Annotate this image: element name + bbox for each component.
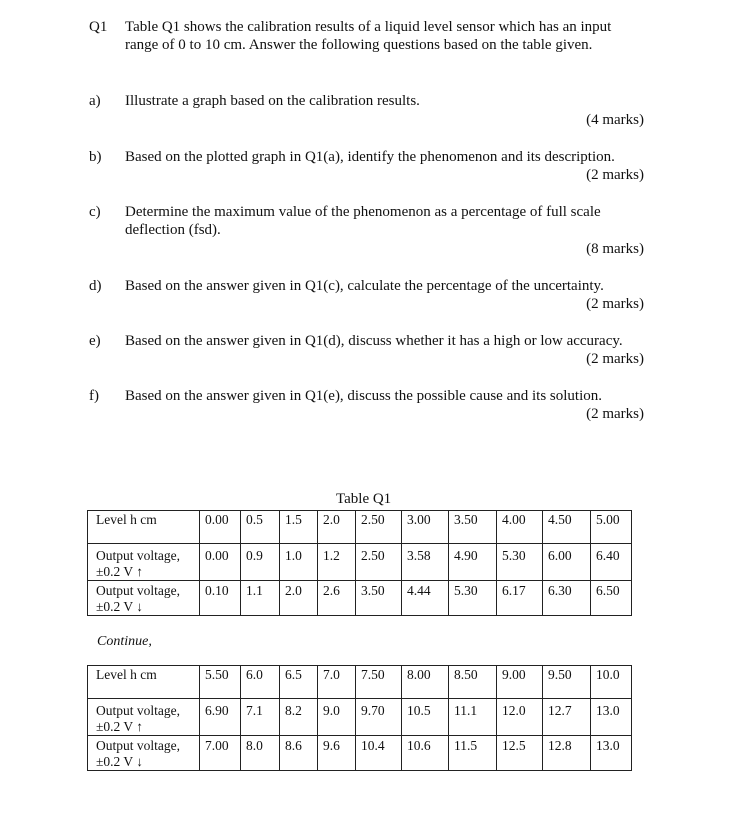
table-cell: 11.1 — [449, 699, 497, 736]
table-cell: 5.00 — [591, 511, 632, 544]
table-cell: 0.00 — [200, 544, 241, 581]
table-cell: 5.30 — [449, 581, 497, 616]
table-cell: 6.17 — [497, 581, 543, 616]
table-cell: 6.00 — [543, 544, 591, 581]
table-cell: 5.30 — [497, 544, 543, 581]
table-cell: 13.0 — [591, 736, 632, 771]
part-b-label: b) — [89, 149, 102, 165]
table-cell: 5.50 — [200, 666, 241, 699]
row-label-output-down — [88, 736, 200, 771]
table-cell: 10.4 — [356, 736, 402, 771]
part-e-label: e) — [89, 333, 101, 349]
table-cell: 9.0 — [318, 699, 356, 736]
part-f-text: Based on the answer given in Q1(e), discuss the possible cause and its solution. — [125, 388, 602, 404]
part-c-text-line2: deflection (fsd). — [125, 222, 221, 238]
table-cell: 8.50 — [449, 666, 497, 699]
table-cell: 12.8 — [543, 736, 591, 771]
continue-label: Continue, — [97, 634, 152, 649]
table-cell: 11.5 — [449, 736, 497, 771]
part-a-text: Illustrate a graph based on the calibration results. — [125, 93, 420, 109]
row-label-output-up-line1: Output voltage, — [96, 548, 180, 563]
calibration-table-part2 — [87, 665, 632, 771]
table-cell: 6.0 — [241, 666, 280, 699]
table-cell: 7.50 — [356, 666, 402, 699]
table-cell: 8.0 — [241, 736, 280, 771]
question-text-line2: range of 0 to 10 cm. Answer the following questions based on the table given. — [125, 37, 593, 53]
table-caption: Table Q1 — [336, 491, 392, 507]
table-cell: 7.0 — [318, 666, 356, 699]
row-label-output-down-line1: Output voltage, — [96, 738, 180, 753]
row-label-output-down — [88, 581, 200, 616]
table-cell: 1.1 — [241, 581, 280, 616]
table-cell: 9.6 — [318, 736, 356, 771]
table-cell: 0.10 — [200, 581, 241, 616]
table-row-level — [88, 511, 632, 544]
table-cell: 6.5 — [280, 666, 318, 699]
part-f-label: f) — [89, 388, 99, 404]
table-cell: 2.50 — [356, 511, 402, 544]
part-d-marks: (2 marks) — [586, 296, 644, 312]
table-cell: 13.0 — [591, 699, 632, 736]
table-row-level — [88, 666, 632, 699]
table-row-output-up — [88, 699, 632, 736]
table-cell: 4.90 — [449, 544, 497, 581]
table-cell: 10.6 — [402, 736, 449, 771]
table-cell: 2.0 — [280, 581, 318, 616]
table-cell: 2.0 — [318, 511, 356, 544]
row-label-output-up — [88, 699, 200, 736]
table-cell: 3.50 — [449, 511, 497, 544]
table-row-output-down — [88, 736, 632, 771]
table-cell: 3.00 — [402, 511, 449, 544]
part-e-marks: (2 marks) — [586, 351, 644, 367]
part-a-marks: (4 marks) — [586, 112, 644, 128]
table-cell: 3.50 — [356, 581, 402, 616]
table-cell: 6.50 — [591, 581, 632, 616]
row-label-output-up-line2: ±0.2 V ↑ — [96, 564, 144, 579]
part-c-marks: (8 marks) — [586, 241, 644, 257]
table-cell: 6.90 — [200, 699, 241, 736]
table-row-output-down — [88, 581, 632, 616]
row-label-output-down-line2: ±0.2 V ↓ — [96, 599, 144, 614]
table-cell: 7.1 — [241, 699, 280, 736]
table-cell: 1.2 — [318, 544, 356, 581]
calibration-table-part1 — [87, 510, 632, 616]
table-cell: 6.40 — [591, 544, 632, 581]
row-label-output-up-line1: Output voltage, — [96, 703, 180, 718]
table-cell: 7.00 — [200, 736, 241, 771]
question-number: Q1 — [89, 19, 108, 35]
table-cell: 12.7 — [543, 699, 591, 736]
row-label-output-down-line1: Output voltage, — [96, 583, 180, 598]
table-cell: 6.30 — [543, 581, 591, 616]
table-cell: 9.00 — [497, 666, 543, 699]
row-label-level: Level h cm — [88, 666, 200, 699]
table-row-output-up — [88, 544, 632, 581]
row-label-output-up — [88, 544, 200, 581]
part-b-text: Based on the plotted graph in Q1(a), identify the phenomenon and its description. — [125, 149, 615, 165]
table-cell: 10.0 — [591, 666, 632, 699]
table-cell: 8.6 — [280, 736, 318, 771]
table-cell: 0.5 — [241, 511, 280, 544]
part-d-label: d) — [89, 278, 102, 294]
table-cell: 1.0 — [280, 544, 318, 581]
table-cell: 2.50 — [356, 544, 402, 581]
table-cell: 12.5 — [497, 736, 543, 771]
row-label-output-up-line2: ±0.2 V ↑ — [96, 719, 144, 734]
table-cell: 1.5 — [280, 511, 318, 544]
table-cell: 4.44 — [402, 581, 449, 616]
table-cell: 4.50 — [543, 511, 591, 544]
table-cell: 0.9 — [241, 544, 280, 581]
part-b-marks: (2 marks) — [586, 167, 644, 183]
table-cell: 4.00 — [497, 511, 543, 544]
table-cell: 2.6 — [318, 581, 356, 616]
part-e-text: Based on the answer given in Q1(d), discuss whether it has a high or low accuracy. — [125, 333, 623, 349]
part-d-text: Based on the answer given in Q1(c), calculate the percentage of the uncertainty. — [125, 278, 604, 294]
table-cell: 10.5 — [402, 699, 449, 736]
table-cell: 0.00 — [200, 511, 241, 544]
table-cell: 3.58 — [402, 544, 449, 581]
part-f-marks: (2 marks) — [586, 406, 644, 422]
part-a-label: a) — [89, 93, 101, 109]
row-label-level: Level h cm — [88, 511, 200, 544]
part-c-text-line1: Determine the maximum value of the phenomenon as a percentage of full scale — [125, 204, 601, 220]
row-label-output-down-line2: ±0.2 V ↓ — [96, 754, 144, 769]
question-text-line1: Table Q1 shows the calibration results of a liquid level sensor which has an input — [125, 19, 612, 35]
part-c-label: c) — [89, 204, 101, 220]
table-cell: 8.2 — [280, 699, 318, 736]
table-cell: 8.00 — [402, 666, 449, 699]
table-cell: 9.70 — [356, 699, 402, 736]
table-cell: 9.50 — [543, 666, 591, 699]
table-cell: 12.0 — [497, 699, 543, 736]
